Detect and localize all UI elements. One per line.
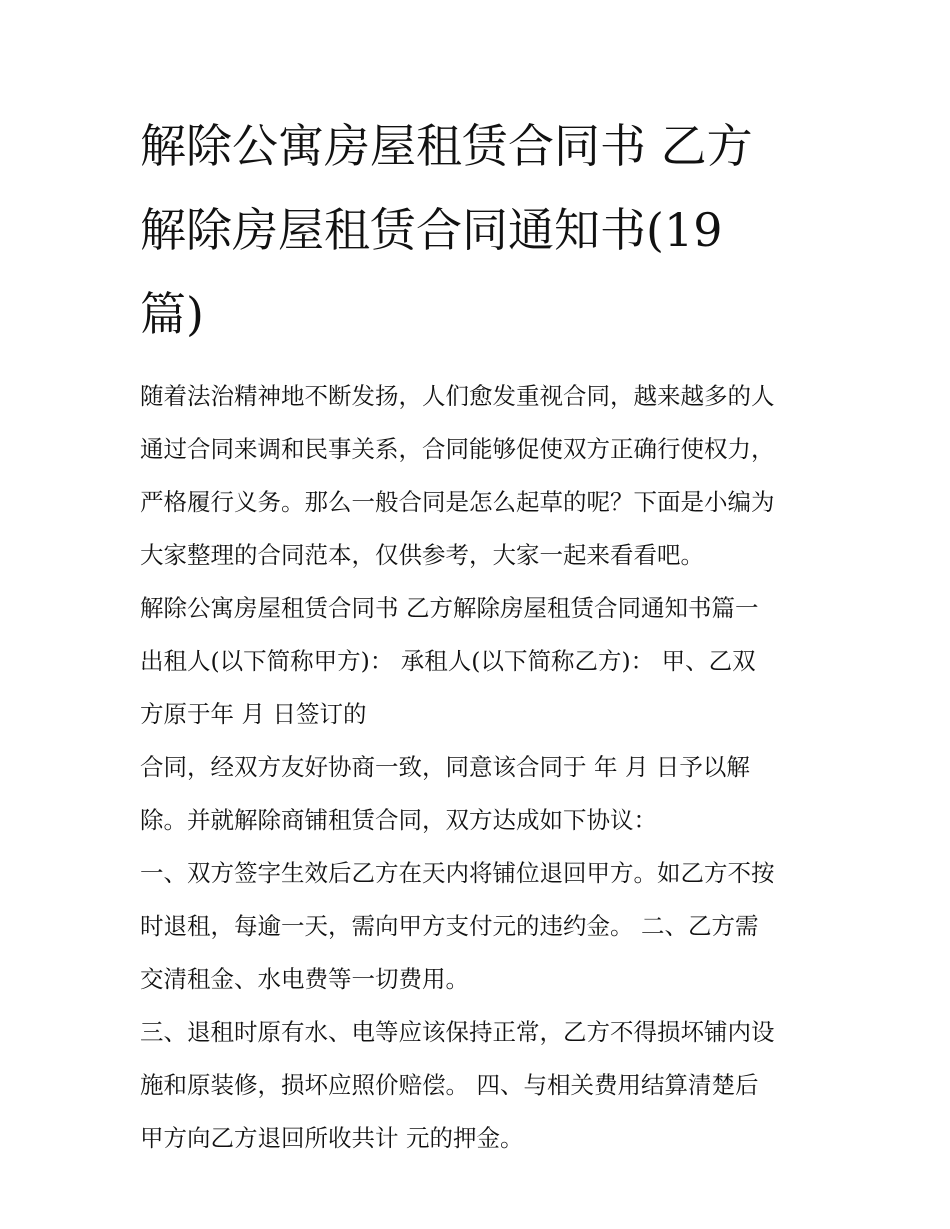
clause-three-four: 三、退租时原有水、电等应该保持正常，乙方不得损坏铺内设 施和原装修，损坏应照价赔偿。 四、与相关费用结算清楚后 甲方向乙方退回所收共计 元的押金。 (140, 1018, 775, 1152)
document-title: 解除公寓房屋租赁合同书 乙方 解除房屋租赁合同通知书(19 篇) (140, 119, 753, 341)
section-heading: 解除公寓房屋租赁合同书 乙方解除房屋租赁合同通知书篇一 (140, 594, 759, 622)
agreement-paragraph: 合同，经双方友好协商一致，同意该合同于 年 月 日予以解 除。并就解除商铺租赁合同，双方达成如下协议： (140, 753, 750, 834)
intro-paragraph: 随着法治精神地不断发扬，人们愈发重视合同，越来越多的人 通过合同来调和民事关系，合同能够促使双方正确行使权力， 严格履行义务。那么一般合同是怎么起草的呢？下面是小编为 大家整理的合同范本，仅供参考，大家一起来看看吧。 (140, 382, 775, 569)
parties-paragraph: 出租人(以下简称甲方)： 承租人(以下简称乙方)： 甲、乙双 方原于年 月 日签订的 (140, 647, 756, 728)
clause-one-two: 一、双方签字生效后乙方在天内将铺位退回甲方。如乙方不按 时退租，每逾一天，需向甲方支付元的违约金。 二、乙方需 交清租金、水电费等一切费用。 (140, 859, 775, 993)
document-body (140, 104, 830, 1165)
